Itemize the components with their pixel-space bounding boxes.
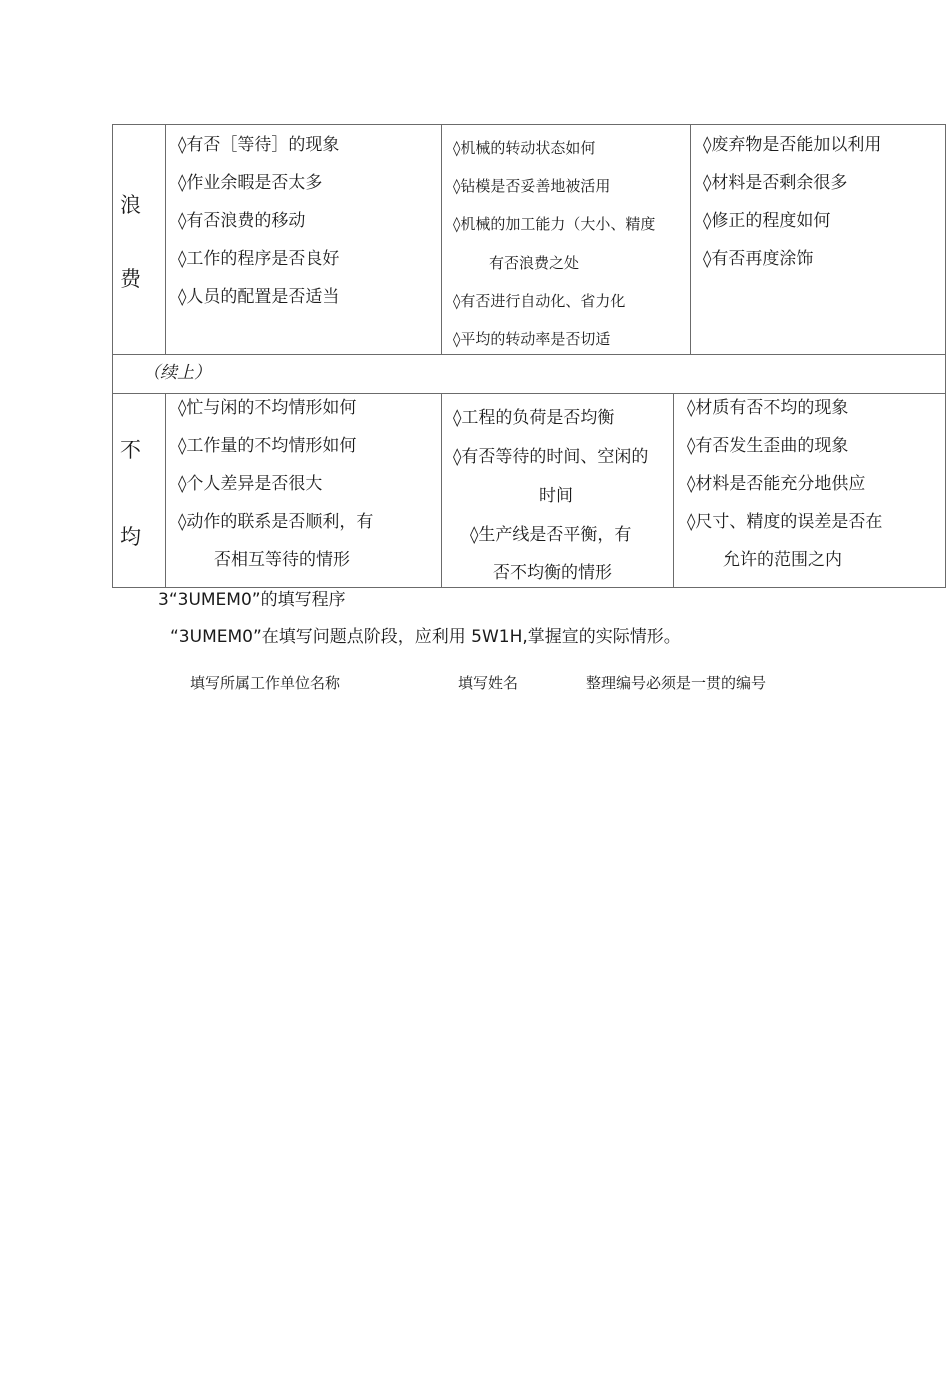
- category-char: 均: [120, 525, 141, 549]
- waste-labor-item: ◊工作的程序是否良好: [178, 249, 340, 269]
- waste-table: [112, 124, 946, 355]
- footer-person-name: 填写姓名: [458, 674, 519, 692]
- uneven-machine-item: 时间: [539, 486, 573, 506]
- waste-machine-item: ◊平均的转动率是否切适: [453, 330, 611, 348]
- uneven-labor-item: ◊动作的联系是否顺利，有: [178, 512, 374, 532]
- column-divider: [673, 394, 674, 587]
- column-divider: [165, 125, 166, 354]
- uneven-machine-item: ◊有否等待的时间、空闲的: [453, 447, 649, 467]
- uneven-material-item: ◊材质有否不均的现象: [687, 398, 849, 418]
- waste-machine-item: 有否浪费之处: [489, 254, 580, 272]
- uneven-table: [112, 393, 946, 588]
- continuation-label: （续上）: [143, 363, 211, 383]
- uneven-material-item: ◊材料是否能充分地供应: [687, 474, 866, 494]
- waste-machine-item: ◊有否进行自动化、省力化: [453, 292, 626, 310]
- waste-labor-item: ◊有否浪费的移动: [178, 211, 306, 231]
- waste-machine-item: ◊机械的加工能力（大小、精度: [453, 215, 656, 233]
- column-divider: [441, 394, 442, 587]
- waste-labor-item: ◊有否［等待］的现象: [178, 135, 340, 155]
- continuation-row: [112, 354, 946, 394]
- uneven-machine-item: 否不均衡的情形: [493, 563, 612, 583]
- column-divider: [441, 125, 442, 354]
- footer-unit-name: 填写所属工作单位名称: [190, 674, 341, 692]
- waste-material-item: ◊有否再度涂饰: [703, 249, 814, 269]
- uneven-labor-item: ◊个人差异是否很大: [178, 474, 323, 494]
- uneven-labor-item: 否相互等待的情形: [214, 550, 350, 570]
- body-paragraph: “3UMEM0”在填写问题点阶段，应利用 5W1H,掌握宣的实际情形。: [170, 627, 681, 647]
- uneven-labor-item: ◊工作量的不均情形如何: [178, 436, 357, 456]
- footer-numbering: 整理编号必须是一贯的编号: [586, 674, 767, 692]
- waste-material-item: ◊修正的程度如何: [703, 211, 831, 231]
- uneven-machine-item: ◊工程的负荷是否均衡: [453, 408, 615, 428]
- waste-machine-item: ◊钻模是否妥善地被活用: [453, 177, 611, 195]
- waste-labor-item: ◊人员的配置是否适当: [178, 287, 340, 307]
- category-char: 浪: [120, 193, 141, 217]
- uneven-machine-item: ◊生产线是否平衡，有: [470, 525, 632, 545]
- waste-material-item: ◊材料是否剩余很多: [703, 173, 848, 193]
- uneven-labor-item: ◊忙与闲的不均情形如何: [178, 398, 357, 418]
- column-divider: [165, 394, 166, 587]
- waste-material-item: ◊废弃物是否能加以利用: [703, 135, 882, 155]
- uneven-material-item: ◊有否发生歪曲的现象: [687, 436, 849, 456]
- category-char: 费: [120, 267, 141, 291]
- column-divider: [690, 125, 691, 354]
- section-heading: 3“3UMEM0”的填写程序: [158, 590, 346, 610]
- waste-machine-item: ◊机械的转动状态如何: [453, 139, 596, 157]
- category-char: 不: [120, 438, 141, 462]
- waste-labor-item: ◊作业余暇是否太多: [178, 173, 323, 193]
- uneven-material-item: 允许的范围之内: [723, 550, 842, 570]
- uneven-material-item: ◊尺寸、精度的误差是否在: [687, 512, 883, 532]
